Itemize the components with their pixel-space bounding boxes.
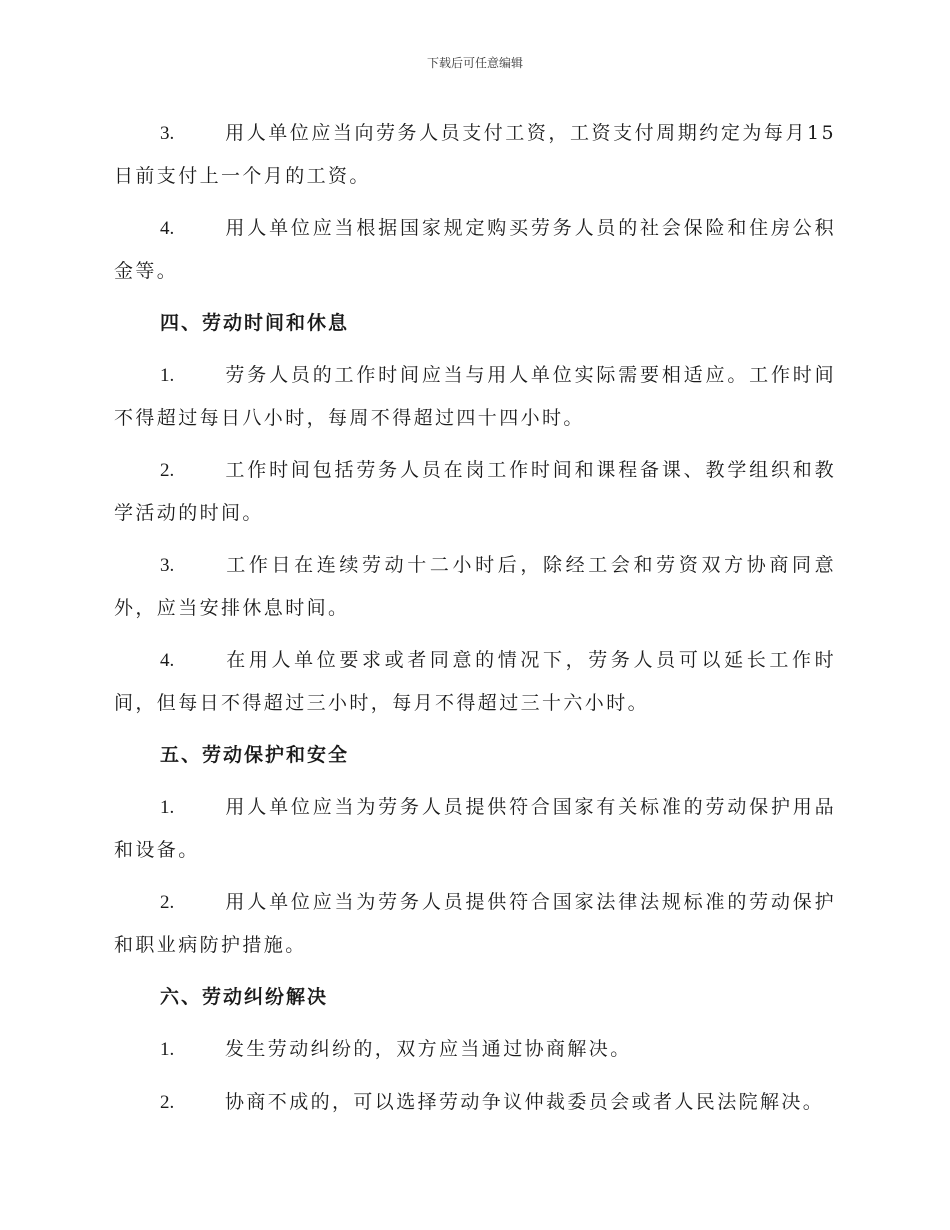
clause-text: 工作时间包括劳务人员在岗工作时间和课程备课、教学组织和教学活动的时间。 <box>114 459 836 524</box>
clause-number: 1. <box>160 365 175 386</box>
clause-number: 1. <box>160 1039 175 1060</box>
clause-number: 4. <box>160 650 175 671</box>
clause-text: 用人单位应当为劳务人员提供符合国家有关标准的劳动保护用品和设备。 <box>114 796 836 861</box>
clause-text: 用人单位应当向劳务人员支付工资，工资支付周期约定为每月15日前支付上一个月的工资。 <box>114 122 836 187</box>
clause-2-working-time-scope <box>114 449 836 534</box>
clause-text: 在用人单位要求或者同意的情况下，劳务人员可以延长工作时间，但每日不得超过三小时，每月不得超过三十六小时。 <box>114 649 836 714</box>
clause-text: 协商不成的，可以选择劳动争议仲裁委员会或者人民法院解决。 <box>225 1091 825 1113</box>
clause-number: 2. <box>160 460 175 481</box>
clause-text: 用人单位应当根据国家规定购买劳务人员的社会保险和住房公积金等。 <box>114 217 836 282</box>
page-header: 下载后可任意编辑 <box>426 56 523 70</box>
clause-text: 用人单位应当为劳务人员提供符合国家法律法规标准的劳动保护和职业病防护措施。 <box>114 891 836 956</box>
document-body <box>114 112 836 1134</box>
clause-1-negotiation <box>114 1028 836 1071</box>
clause-number: 3. <box>160 123 175 144</box>
clause-number: 4. <box>160 218 175 239</box>
section-heading-disputes: 六、劳动纠纷解决 <box>160 986 329 1008</box>
clause-1-working-hours <box>114 354 836 439</box>
clause-2-arbitration <box>114 1081 836 1124</box>
section-heading-working-hours: 四、劳动时间和休息 <box>160 312 350 334</box>
clause-text: 发生劳动纠纷的，双方应当通过协商解决。 <box>225 1038 632 1060</box>
clause-1-protective-equipment <box>114 786 836 871</box>
clause-3-rest <box>114 544 836 629</box>
section-heading-protection: 五、劳动保护和安全 <box>160 744 350 766</box>
clause-4-overtime <box>114 639 836 724</box>
clause-number: 3. <box>160 555 175 576</box>
clause-4-insurance <box>114 207 836 292</box>
clause-text: 劳务人员的工作时间应当与用人单位实际需要相适应。工作时间不得超过每日八小时，每周不得超过四十四小时。 <box>114 364 836 429</box>
clause-3-wages <box>114 112 836 197</box>
clause-2-occupational-disease <box>114 881 836 966</box>
clause-number: 2. <box>160 892 175 913</box>
clause-number: 1. <box>160 797 175 818</box>
clause-number: 2. <box>160 1092 175 1113</box>
clause-text: 工作日在连续劳动十二小时后，除经工会和劳资双方协商同意外，应当安排休息时间。 <box>114 554 836 619</box>
